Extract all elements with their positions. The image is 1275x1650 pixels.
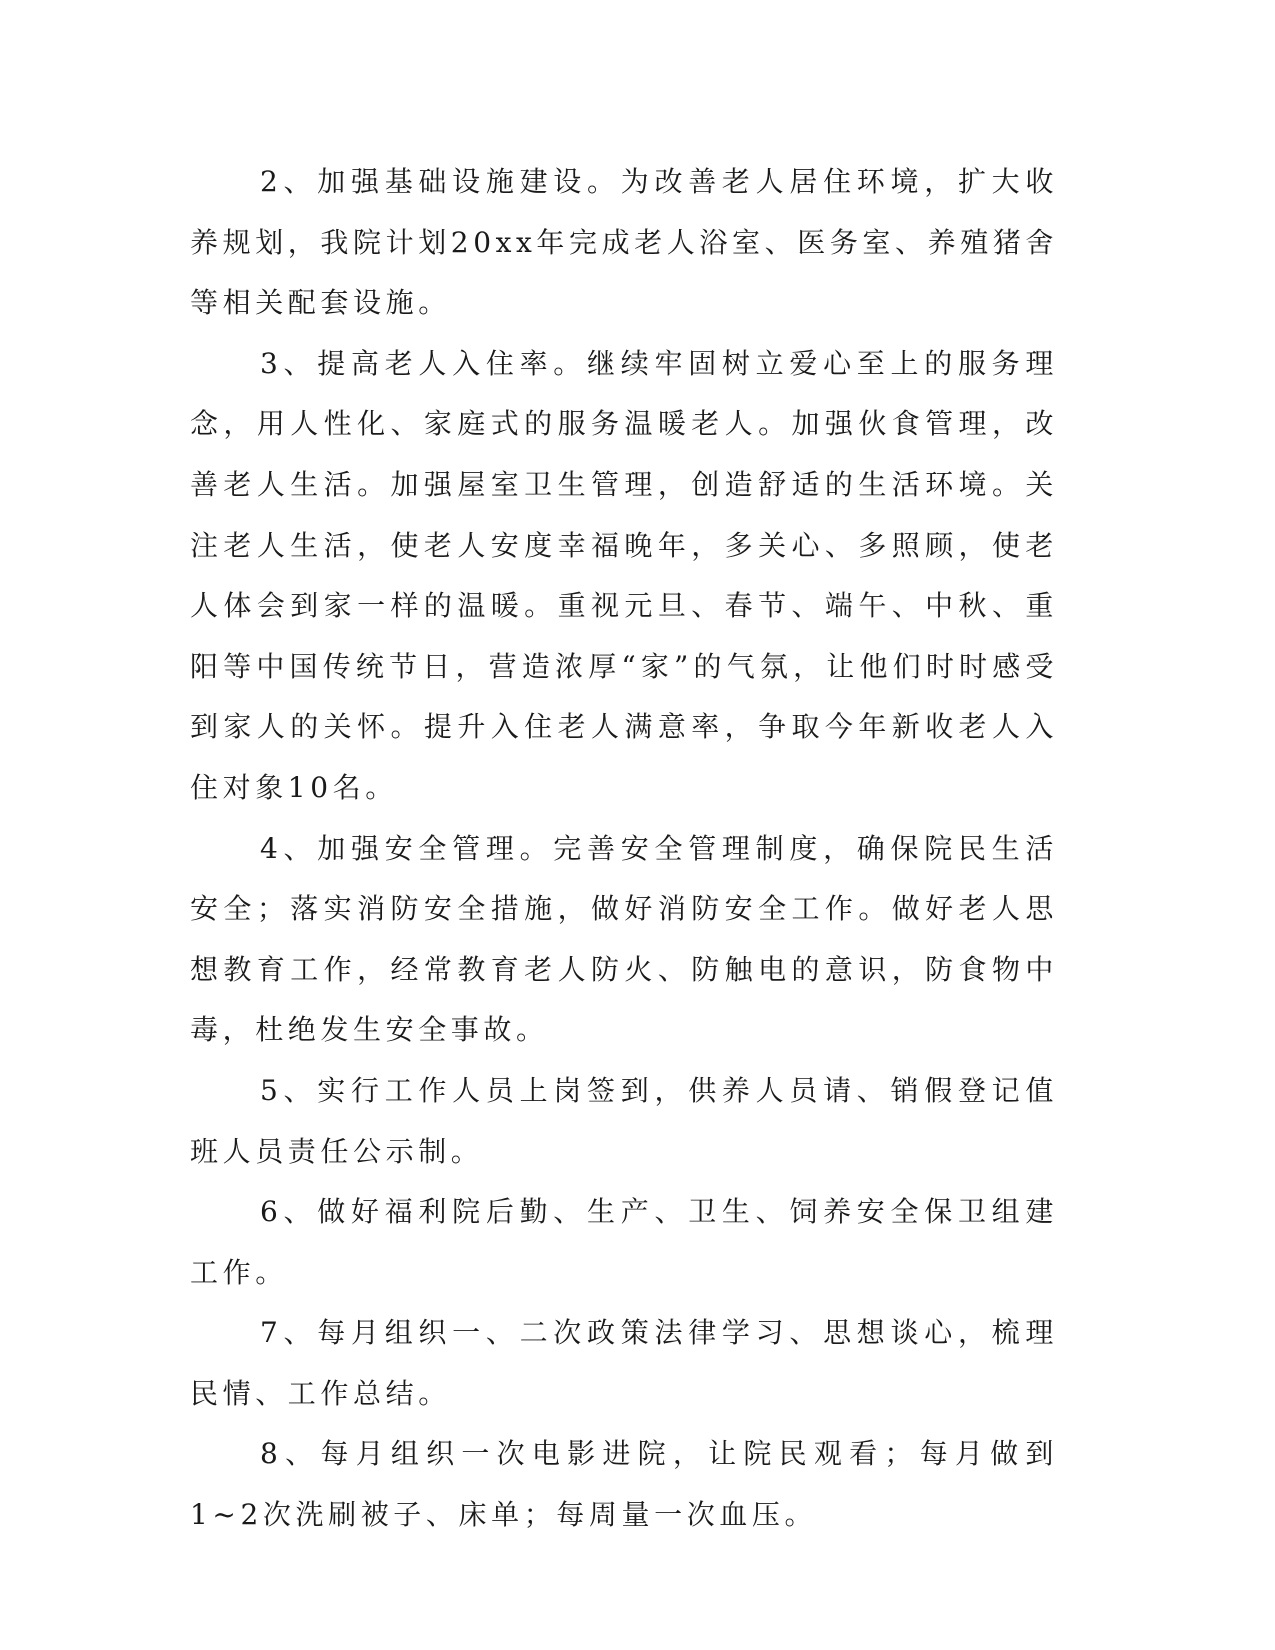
paragraph-item-5: 5、实行工作人员上岗签到，供养人员请、销假登记值班人员责任公示制。	[190, 1073, 1058, 1168]
document-body	[190, 152, 1058, 1546]
paragraph-item-8: 8、每月组织一次电影进院，让院民观看；每月做到1~2次洗刷被子、床单；每周量一次血压。	[190, 1437, 1058, 1532]
paragraph-item-4: 4、加强安全管理。完善安全管理制度，确保院民生活安全；落实消防安全措施，做好消防安全工作。做好老人思想教育工作，经常教育老人防火、防触电的意识，防食物中毒，杜绝发生安全事故。	[190, 831, 1058, 1047]
paragraph-item-6: 6、做好福利院后勤、生产、卫生、饲养安全保卫组建工作。	[190, 1195, 1058, 1289]
paragraph-item-7: 7、每月组织一、二次政策法律学习、思想谈心，梳理民情、工作总结。	[190, 1316, 1058, 1410]
paragraph-item-3: 3、提高老人入住率。继续牢固树立爱心至上的服务理念，用人性化、家庭式的服务温暖老人。加强伙食管理，改善老人生活。加强屋室卫生管理，创造舒适的生活环境。关注老人生活，使老人安度幸福晚年，多关心、多照顾，使老人体会到家一样的温暖。重视元旦、春节、端午、中秋、重阳等中国传统节日，营造浓厚“家”的气氛，让他们时时感受到家人的关怀。提升入住老人满意率，争取今年新收老人入住对象10名。	[190, 346, 1058, 804]
paragraph-item-2: 2、加强基础设施建设。为改善老人居住环境，扩大收养规划，我院计划20xx年完成老人浴室、医务室、养殖猪舍等相关配套设施。	[190, 165, 1059, 320]
